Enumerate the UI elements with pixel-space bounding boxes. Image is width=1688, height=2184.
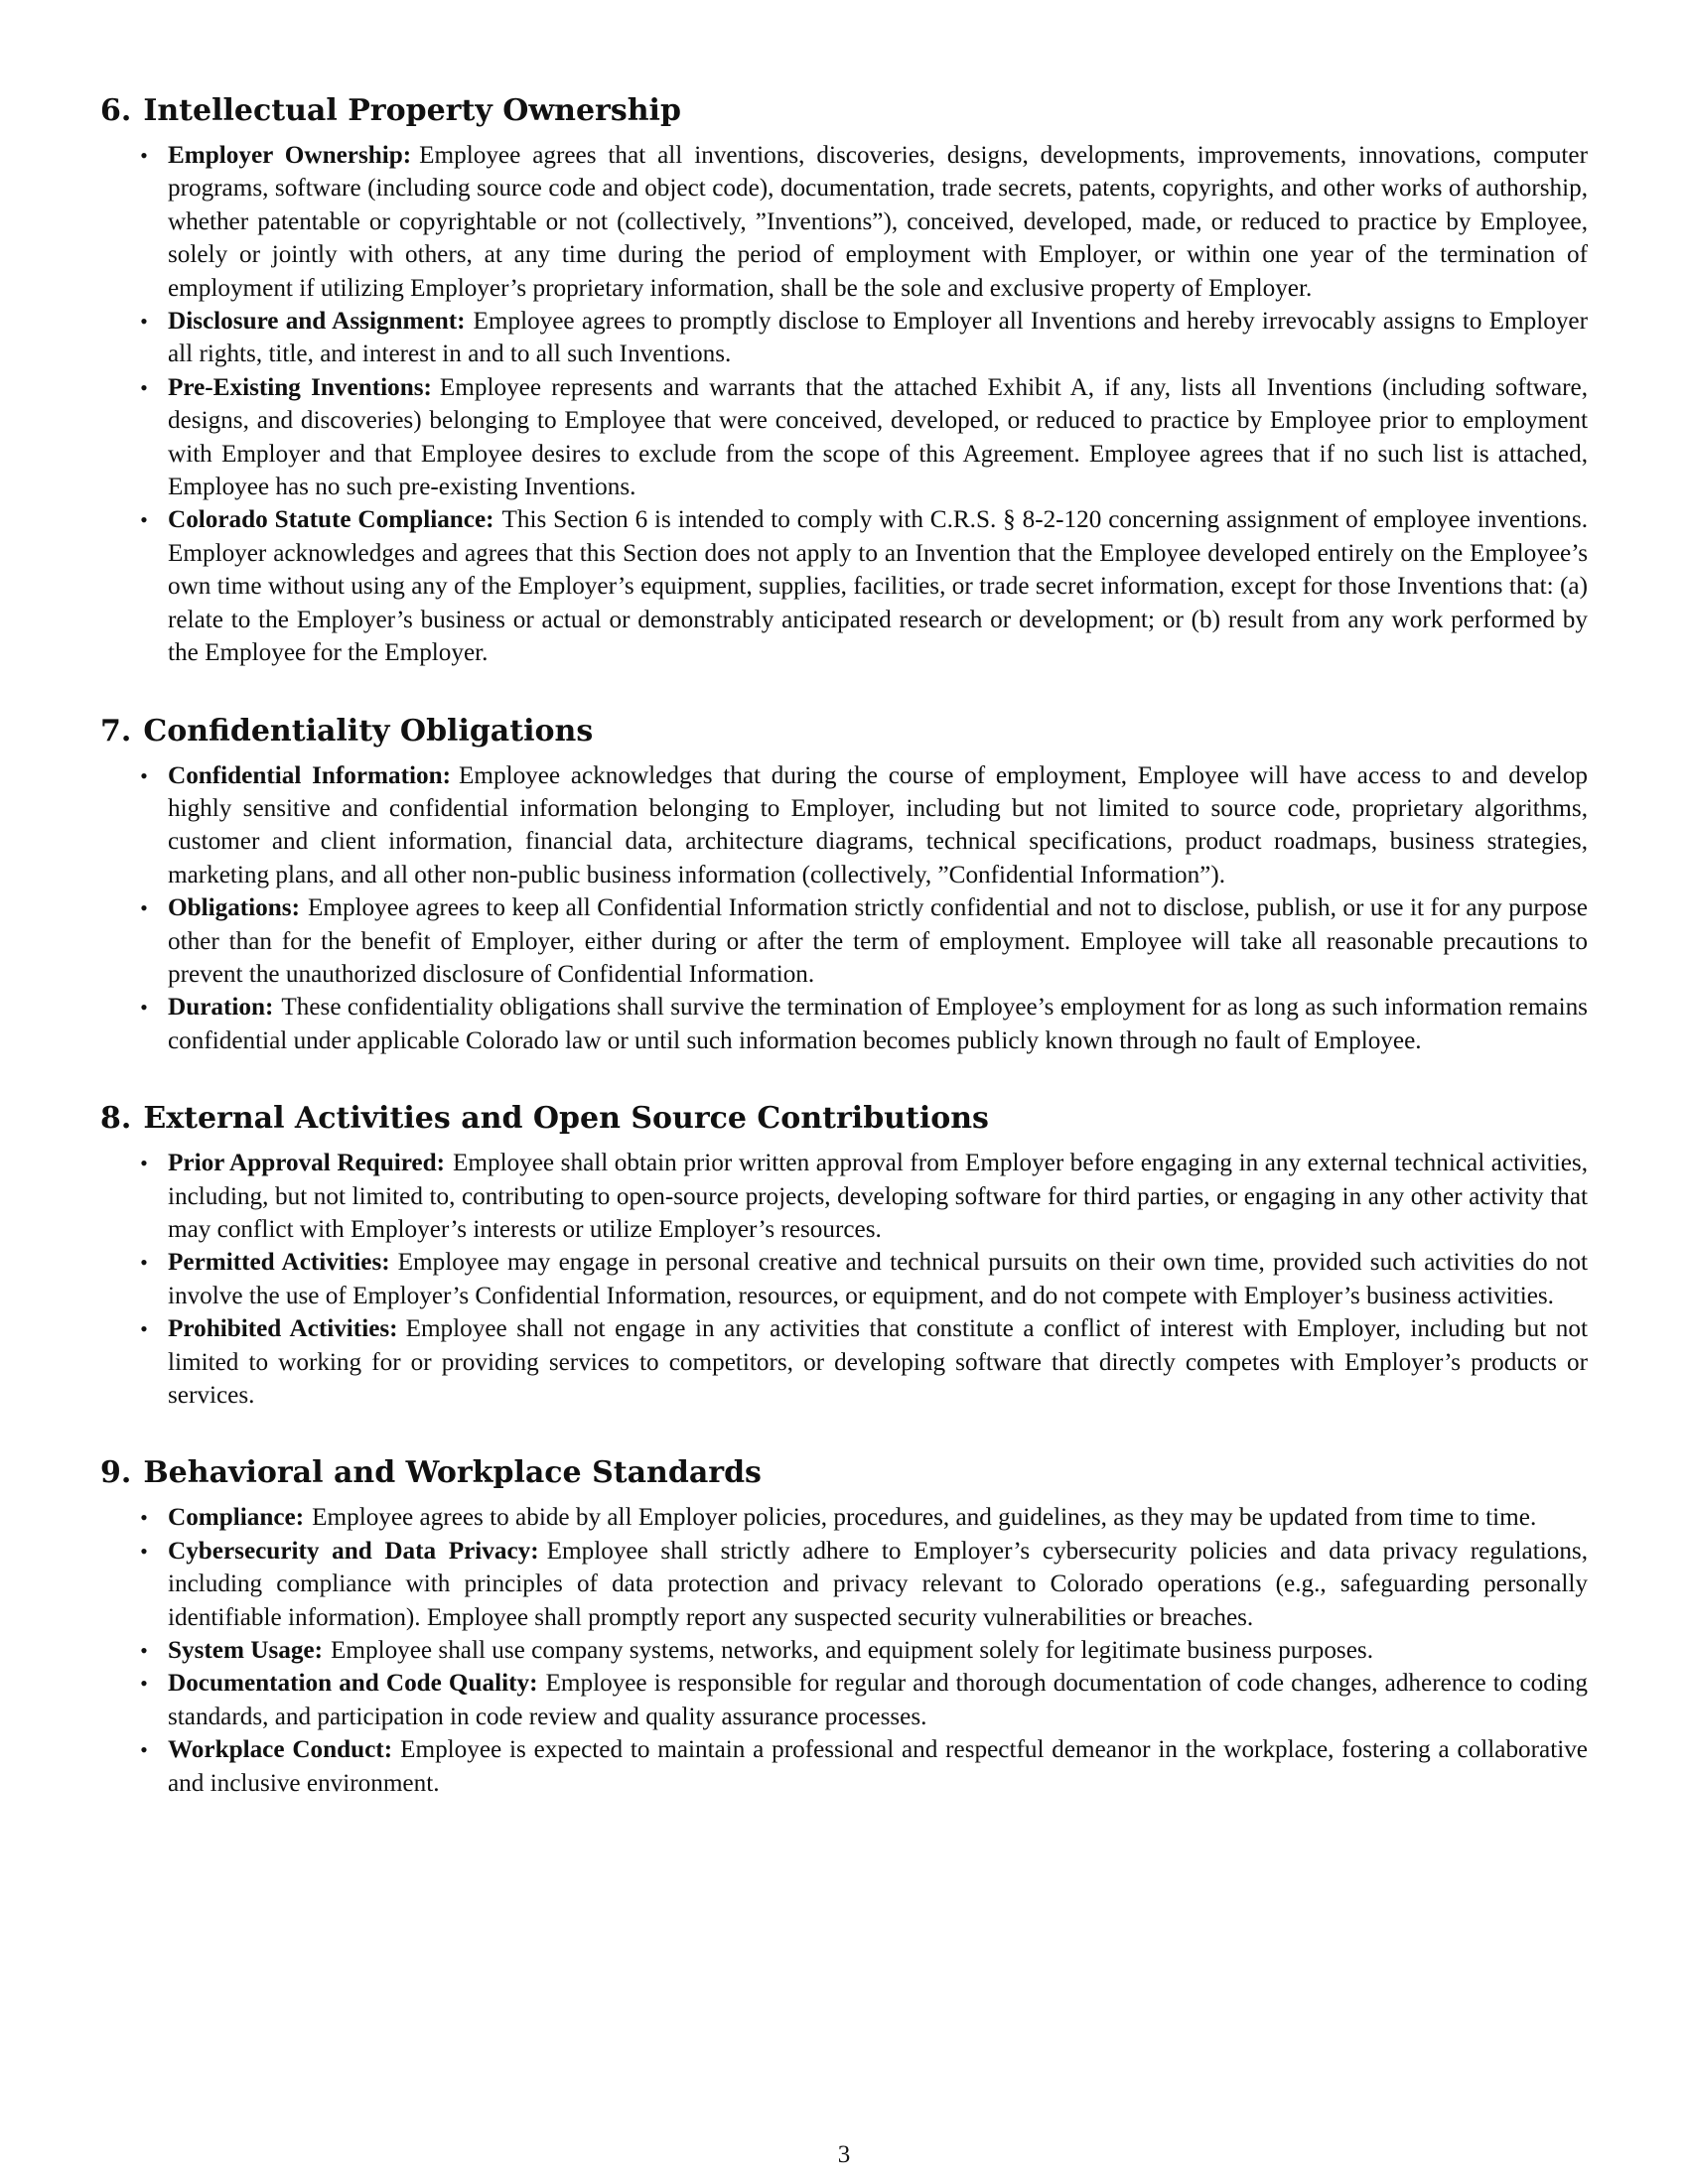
item-label: Obligations: (168, 894, 300, 922)
item-text: Employee may engage in personal creative and technical pursuits on their own time, provided such activities do not involve the use of Employer’s Confidential Information, resources, or equipment, and do not compete with Employer’s business activities. (168, 1249, 1588, 1309)
item-text: Employee agrees to keep all Confidential Information strictly confidential and not to disclose, publish, or use it for any purpose other than for the benefit of Employer, either during or after the term of employment. Employee will take all reasonable precautions to prevent the unauthorized disclosure of Confidential Information. (168, 894, 1588, 988)
item-label: Disclosure and Assignment: (168, 308, 466, 336)
item-label: Employer Ownership: (168, 142, 412, 169)
item-label: Workplace Conduct: (168, 1736, 393, 1764)
item-text: Employee is expected to maintain a professional and respectful demeanor in the workplace, fostering a collaborative and inclusive environment. (168, 1736, 1588, 1797)
section-title: Confidentiality Obligations (143, 713, 594, 749)
item-label: Prior Approval Required: (168, 1150, 445, 1177)
section-confidentiality (100, 712, 1588, 1058)
section-number: 8. (100, 1101, 132, 1137)
item-label: Pre-Existing Inventions: (168, 373, 432, 401)
bullet-icon: • (140, 1638, 148, 1664)
section-title: Intellectual Property Ownership (143, 93, 681, 128)
item-label: Colorado Statute Compliance: (168, 506, 494, 534)
bullet-list (100, 139, 1588, 670)
item-text: Employee agrees to promptly disclose to Employer all Inventions and hereby irrevocably assigns to Employer all rights, title, and interest in and to all such Inventions. (168, 308, 1588, 368)
item-text: Employee shall not engage in any activities that constitute a conflict of interest with Employer, including but not limited to working for or providing services to competitors, or developing software that directly competes with Employer’s products or services. (168, 1315, 1588, 1409)
item-label: Duration: (168, 994, 274, 1022)
section-number: 7. (100, 713, 132, 749)
item-text: Employee shall obtain prior written approval from Employer before engaging in any external technical activities, including, but not limited to, contributing to open-source projects, developing software for third parties, or engaging in any other activity that may conflict with Employer’s interests or utilize Employer’s resources. (168, 1150, 1588, 1243)
section-heading (100, 1099, 1588, 1139)
bullet-list (100, 1501, 1588, 1800)
bullet-icon: • (140, 1250, 148, 1276)
item-label: Compliance: (168, 1504, 305, 1532)
item-label: System Usage: (168, 1637, 323, 1665)
item-text: Employee represents and warrants that the attached Exhibit A, if any, lists all Inventions (including software, designs, and discoveries) belonging to Employee that were conceived, developed, or reduced to practice by Employee prior to employment with Employer and that Employee desires to exclude from the scope of this Agreement. Employee agrees that if no such list is attached, Employee has no such pre-existing Inventions. (168, 373, 1588, 501)
item-text: Employee shall strictly adhere to Employer’s cybersecurity policies and data privacy regulations, including compliance with principles of data protection and privacy relevant to Colorado operations (e.g., safeguarding personally identifiable information). Employee shall promptly report any suspected security vulnerabilities or breaches. (168, 1537, 1589, 1631)
page-number: 3 (837, 2141, 851, 2168)
section-title: Behavioral and Workplace Standards (143, 1455, 762, 1491)
document-page (100, 91, 1588, 1842)
bullet-icon: • (140, 1671, 148, 1697)
bullet-icon: • (140, 1316, 148, 1342)
list-item (100, 139, 1588, 305)
list-item (100, 305, 1588, 371)
bullet-icon: • (140, 143, 148, 168)
item-text: Employee shall use company systems, networks, and equipment solely for legitimate business purposes. (331, 1637, 1373, 1665)
section-heading (100, 712, 1588, 751)
item-label: Prohibited Activities: (168, 1315, 398, 1343)
section-workplace-standards (100, 1453, 1588, 1800)
bullet-list (100, 1147, 1588, 1412)
bullet-list (100, 759, 1588, 1058)
section-heading (100, 91, 1588, 131)
item-text: Employee acknowledges that during the course of employment, Employee will have access to and develop highly sensitive and confidential information belonging to Employer, including but not limited to source code, proprietary algorithms, customer and client information, financial data, architecture diagrams, technical specifications, product roadmaps, business strategies, marketing plans, and all other non-public business information (collectively, ”Confidential Information”). (168, 761, 1588, 888)
section-title: External Activities and Open Source Contributions (143, 1101, 989, 1137)
list-item (100, 1733, 1588, 1800)
list-item (100, 991, 1588, 1057)
list-item (100, 1634, 1588, 1667)
item-text: Employee agrees to abide by all Employer policies, procedures, and guidelines, as they may be updated from time to time. (312, 1504, 1537, 1532)
item-text: Employee agrees that all inventions, discoveries, designs, developments, improvements, innovations, computer programs, software (including source code and object code), documentation, trade secrets, patents, copyrights, and other works of authorship, whether patentable or copyrightable or not (collectively, ”Inventions”), conceived, developed, made, or reduced to practice by Employee, solely or jointly with others, at any time during the period of employment with Employer, or within one year of the termination of employment if utilizing Employer’s proprietary information, shall be the sole and exclusive property of Employer. (168, 142, 1588, 302)
list-item (100, 1667, 1588, 1733)
bullet-icon: • (140, 1538, 148, 1564)
item-label: Permitted Activities: (168, 1249, 390, 1277)
list-item (100, 1312, 1588, 1412)
list-item (100, 891, 1588, 991)
list-item (100, 1535, 1588, 1634)
bullet-icon: • (140, 1737, 148, 1763)
section-number: 6. (100, 93, 132, 128)
list-item (100, 1501, 1588, 1534)
bullet-icon: • (140, 1505, 148, 1531)
list-item (100, 759, 1588, 892)
list-item (100, 1246, 1588, 1312)
item-text: These confidentiality obligations shall survive the termination of Employee’s employment for as long as such information remains confidential under applicable Colorado law or until such information becomes publicly known through no fault of Employee. (168, 994, 1588, 1054)
item-label: Documentation and Code Quality: (168, 1670, 538, 1698)
item-label: Cybersecurity and Data Privacy: (168, 1537, 539, 1565)
section-external-activities (100, 1099, 1588, 1412)
item-text: This Section 6 is intended to comply with C.R.S. § 8-2-120 concerning assignment of employee inventions. Employer acknowledges and agrees that this Section does not apply to an Invention that the Employee developed entirely on the Employee’s own time without using any of the Employer’s equipment, supplies, facilities, or trade secret information, except for those Inventions that: (a) relate to the Employer’s business or actual or demonstrably anticipated research or development; or (b) result from any work performed by the Employee for the Employer. (168, 506, 1588, 667)
bullet-icon: • (140, 1151, 148, 1176)
bullet-icon: • (140, 507, 148, 533)
bullet-icon: • (140, 309, 148, 335)
bullet-icon: • (140, 895, 148, 921)
item-label: Confidential Information: (168, 761, 451, 789)
list-item (100, 371, 1588, 504)
bullet-icon: • (140, 762, 148, 788)
item-text: Employee is responsible for regular and thorough documentation of code changes, adherence to coding standards, and participation in code review and quality assurance processes. (168, 1670, 1589, 1730)
section-number: 9. (100, 1455, 132, 1491)
list-item (100, 503, 1588, 669)
section-intellectual-property (100, 91, 1588, 670)
section-heading (100, 1453, 1588, 1493)
list-item (100, 1147, 1588, 1246)
bullet-icon: • (140, 995, 148, 1021)
bullet-icon: • (140, 374, 148, 400)
